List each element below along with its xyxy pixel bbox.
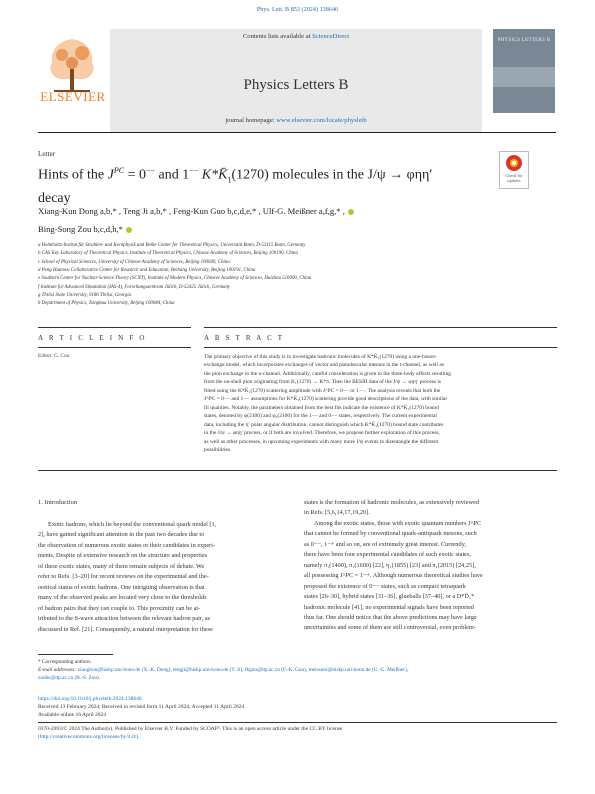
abstract-line: in the J/ψ → φηη′ process, or if both are involved. Therefore, we propose further exploration of this process,: [204, 430, 440, 437]
title-decay: decay: [38, 190, 71, 206]
license-line-1: 0370-2693/© 2024 The Author(s). Published by Elsevier B.V. Funded by SCOAP³. This is an open access article under the CC BY license: [38, 726, 343, 732]
abstract-line: exchange model, which incorporates exchanges of vector and pseudoscalar mesons in the t-channel, as well as: [204, 362, 444, 369]
body-line: states is the formation of hadronic molecules, as extensively reviewed: [304, 499, 479, 506]
title-j: J: [107, 167, 114, 183]
sciencedirect-link[interactable]: ScienceDirect: [312, 33, 350, 40]
body-line: of these exotic states, many of them remain subjects of debate. We: [38, 562, 205, 570]
footnote-emails: [38, 666, 558, 674]
article-type: Letter: [38, 150, 56, 158]
article-info-rule-top: [38, 327, 191, 328]
article-history: [38, 695, 558, 720]
journal-cover-thumbnail[interactable]: [493, 29, 555, 113]
authors-line-2[interactable]: [38, 220, 508, 238]
received-dates: Received 13 February 2024; Received in revised form 11 April 2024; Accepted 11 April 2024: [38, 704, 245, 711]
crossmark-label: Check for updates: [505, 173, 523, 183]
body-line: 2], have gained significant attention in the past two decades due to: [38, 531, 205, 539]
editor-line: Editor: G. Cuo: [38, 353, 70, 359]
authors-line-1-text[interactable]: Xiang-Kun Dong a,b,* , Teng Ji a,b,* , Feng-Kun Guo b,c,d,e,* , Ulf-G. Meißner a,f,g,* ,: [38, 206, 345, 216]
affiliation-item: a Helmholtz-Institut für Strahlen- und Kernphysik and Bethe Center for Theoretical Physics, Universität Bonn, D-53115 Bonn, Germany: [38, 243, 306, 248]
body-line: Exotic hadrons, which lie beyond the conventional quark model [1,: [48, 521, 217, 528]
abstract-line: The primary objective of this study is to investigate hadronic molecules of K*K̄₁(1270) using a one-boson-: [204, 354, 437, 360]
available-online: Available online 16 April 2024: [38, 712, 107, 719]
body-line: of hadron pairs that they can couple to. This proximity can be at-: [38, 604, 201, 612]
title-kk: K*K̄: [198, 167, 228, 183]
body-line: thus far. One should notice that the above predictions may have large: [304, 613, 477, 621]
body-line: there have been four experimental candidates of such exotic states,: [304, 551, 471, 559]
right-column-body: [304, 498, 557, 634]
authors-line-1[interactable]: [38, 202, 508, 220]
affiliation-item: e Southern Center for Nuclear-Science Theory (SCNT), Institute of Modern Physics, Chinese Academy of Sciences, Huizhou 516000, China: [38, 276, 312, 282]
crossmark-ring-icon: [510, 159, 518, 167]
cover-title: PHYSICS LETTERS B: [497, 38, 551, 43]
email-links-2[interactable]: zoubs@itp.ac.cn (B.-S. Zou).: [38, 675, 101, 682]
abstract-body: [204, 353, 557, 454]
body-line: namely π₁(1400), π₁(1600) [22], η₁(1855) [23] and π₁(2015) [24,25],: [304, 561, 476, 569]
abstract-line: states, denoted by φ(2100) and φ₀(2100) for the 1−− and 0−− states, respectively. The current experimental: [204, 413, 437, 420]
email-links[interactable]: xiangkun@hiskp.uni-bonn.de (X.-K. Dong), tengji@hiskp.uni-bonn.de (T. Ji), fkguo@itp.ac.cn (F.-K. Guo), meissner@hiskp.uni-bonn.de (U.-G. Meißner),: [77, 667, 409, 674]
title-pc-sup: PC: [113, 166, 125, 175]
body-line: tributed to the S-wave attraction between the relevant hadron pair, as: [38, 615, 211, 623]
doi-link[interactable]: https://doi.org/10.1016/j.physletb.2024.138646: [38, 696, 142, 702]
abstract-line: from the on-shell pion originating from K₁(1270) → K*π. Then the BESIII data of the J/ψ → φηη′ process is: [204, 379, 442, 386]
journal-header: [38, 29, 556, 133]
body-line: Among the exotic states, those with exotic quantum numbers J^PC: [314, 519, 482, 527]
body-line: states [26–30], hybrid states [31–36], glueballs [37–40], or a D*D̄₁*: [304, 593, 475, 601]
license-link[interactable]: (http://creativecommons.org/licenses/by/4.0/).: [38, 734, 140, 741]
authors-line-2-text[interactable]: Bing-Song Zou b,c,d,h,*: [38, 224, 123, 234]
left-column-body: [38, 520, 294, 635]
journal-homepage: [110, 117, 482, 124]
title-eq: = 0: [124, 167, 146, 183]
abstract-line: as well as other processes, in upcoming experiments with many more J/ψ events to disentangle the different: [204, 438, 439, 445]
abstract-bottom-rule: [38, 470, 557, 471]
license-rule: [38, 722, 557, 723]
cover-band: [493, 67, 555, 87]
publisher-wordmark: ELSEVIER: [40, 89, 106, 104]
author-list: [38, 202, 508, 238]
title-rest: (1270) molecules in the J/ψ → φηη′: [231, 167, 433, 183]
abstract-line: fitted using the K*K̄₁(1270) scattering amplitude with J^PC = 0−− or 1−−. The analysis reveals that both the: [204, 387, 441, 394]
affiliation-item: f Institute for Advanced Simulation (IAS-4), Forschungszentrum Jülich, D-52425 Jülich, Germany: [38, 284, 231, 290]
article-info-heading: A R T I C L E I N F O: [38, 334, 147, 342]
abstract-line: J^PC = 0−− and 1−− assumptions for K*K̄₁(1270) scattering provide good descriptions of the data, with similar: [204, 396, 448, 403]
affiliations: [38, 242, 558, 309]
elsevier-tree-logo-icon: [40, 33, 104, 95]
body-line: all possessing J^PC = 1−+. Although numerous theoretical studies have: [304, 572, 483, 580]
title-text: Hints of the: [38, 167, 108, 183]
title-and: and 1: [155, 167, 190, 183]
check-for-updates-badge[interactable]: [499, 151, 529, 189]
affiliation-item: d Peng Huanwu Collaborative Center for Research and Education, Beihang University, Beijing 100191, China: [38, 268, 256, 274]
body-line: as 0−−, 1−+ and so on, are of extremely great interest. Currently,: [304, 540, 467, 548]
abstract-line: data, including the η′ polar angular distribution, cannot distinguish which K*K̄₁(1270) bound state contributes: [204, 421, 444, 428]
abstract-line: possibilities.: [204, 446, 232, 453]
emails-label: E-mail addresses:: [38, 667, 77, 674]
footnote-corresponding: * Corresponding authors.: [38, 659, 92, 665]
contents-available-text: Contents lists available at: [242, 33, 311, 40]
section-heading-introduction: 1. Introduction: [38, 499, 78, 506]
title-minus-2: −−: [189, 166, 199, 175]
abstract-rule-top: [204, 327, 557, 328]
body-line: the observation of numerous exotic states or their candidates in experi-: [38, 541, 216, 549]
citation-line[interactable]: Phys. Lett. B 853 (2024) 138646: [256, 6, 339, 13]
affiliation-item: b CAS Key Laboratory of Theoretical Physics, Institute of Theoretical Physics, Chinese Academy of Sciences, Beijing 100190, China: [38, 251, 298, 257]
body-line: in Refs. [5,6,14,17,19,20].: [304, 509, 370, 517]
body-line: many of the observed peaks are located very close to the thresholds: [38, 594, 207, 602]
affiliation-item: c School of Physical Sciences, University of Chinese Academy of Sciences, Beijing 100049, China: [38, 259, 230, 265]
body-line: oretical status of exotic hadrons. One intriguing observation is that: [38, 583, 205, 591]
license: [38, 725, 558, 741]
footnote: [38, 658, 558, 683]
footnote-rule: [38, 654, 113, 655]
title-minus-1: −−: [145, 166, 155, 175]
abstract-line: the pion exchange in the u-channel. Additionally, careful consideration is given to the three-body effects resulting: [204, 370, 452, 377]
orcid-icon[interactable]: [348, 209, 354, 215]
journal-name: Physics Letters B: [243, 77, 349, 93]
abstract-rule: [204, 347, 557, 348]
body-line: that cannot be formed by conventional quark-antiquark mesons, such: [304, 530, 477, 538]
elsevier-logo-block[interactable]: [38, 29, 110, 132]
body-line: hadronic molecule [41], no experimental signals have been reported: [304, 603, 474, 611]
affiliation-item: g Tbilisi State University, 0186 Tbilisi, Georgia: [38, 293, 132, 299]
body-line: discussed in Ref. [21]. Consequently, a natural interpretation for these: [38, 625, 213, 633]
homepage-link[interactable]: www.elsevier.com/locate/physletb: [276, 117, 367, 124]
homepage-label: journal homepage:: [225, 117, 275, 124]
orcid-icon[interactable]: [126, 227, 132, 233]
journal-title-block: [110, 29, 482, 132]
abstract-line: fit qualities. Notably, the parameters obtained from the best fits indicate the existence of K*K̄₁(1270) bound: [204, 404, 439, 411]
title-k1-sub: 1: [227, 175, 232, 185]
abstract-heading: A B S T R A C T: [204, 334, 285, 342]
body-line: ments. Despite of extensive research on the structure and properties: [38, 552, 208, 560]
contents-available: [110, 33, 482, 40]
article-info-rule: [38, 347, 191, 348]
affiliation-item: h Department of Physics, Tsinghua University, Beijing 100084, China: [38, 301, 175, 307]
body-line: uncertainties and some of them are still controversial, even problem-: [304, 624, 476, 632]
body-line: proposed the existence of 0−− states, such as compact tetraquark: [304, 582, 466, 590]
body-line: refer to Refs. [3–20] for recent reviews on the experimental and the-: [38, 573, 209, 581]
